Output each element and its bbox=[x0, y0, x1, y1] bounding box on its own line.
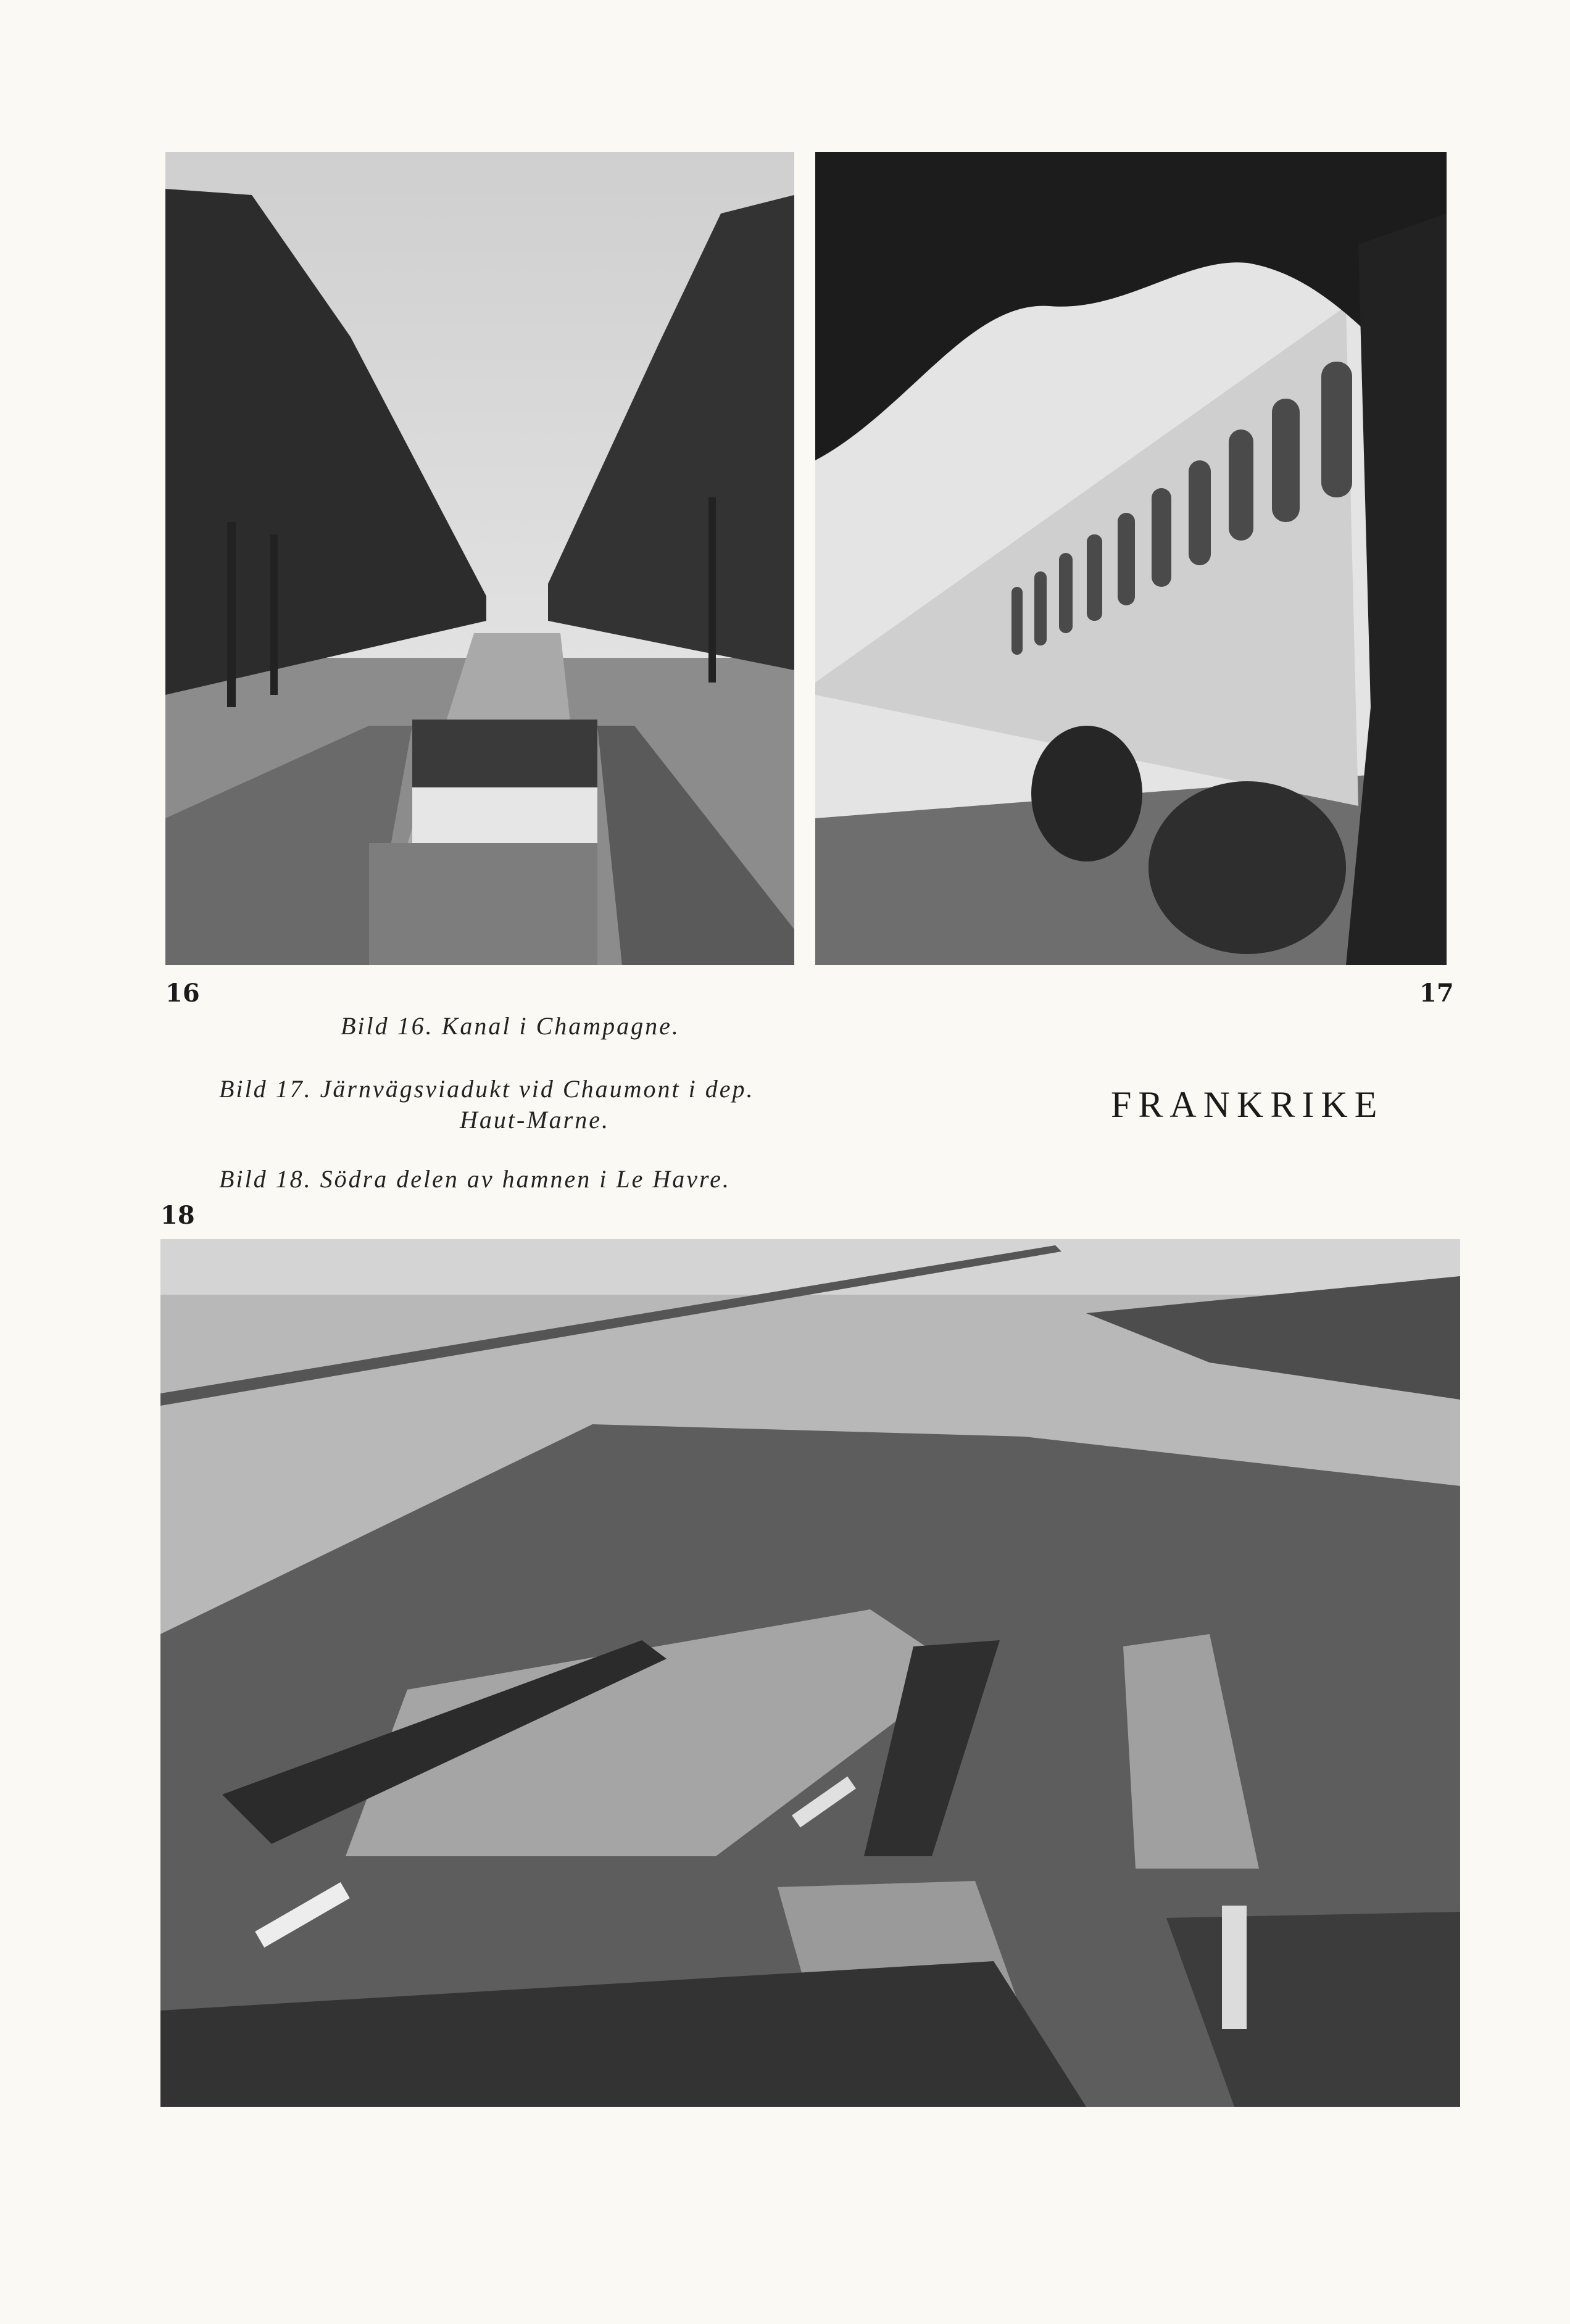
caption-label: Bild 18. bbox=[219, 1165, 312, 1193]
figure-number-18: 18 bbox=[160, 1201, 195, 1230]
photo-harbour-le-havre bbox=[160, 1239, 1460, 2107]
figure-number-17: 17 bbox=[1419, 979, 1454, 1008]
country-heading: FRANKRIKE bbox=[1111, 1084, 1384, 1125]
caption-text: Kanal i Champagne. bbox=[441, 1012, 680, 1040]
caption-label: Bild 17. bbox=[219, 1075, 312, 1103]
viaduct-photo-image bbox=[815, 152, 1447, 965]
caption-text: Järnvägsviadukt vid Chaumont i dep. bbox=[320, 1075, 755, 1103]
caption-figure-16 bbox=[341, 1011, 680, 1042]
caption-figure-18 bbox=[219, 1164, 731, 1195]
harbour-photo-image bbox=[160, 1239, 1460, 2107]
canal-photo-image bbox=[165, 152, 794, 965]
caption-text: Södra delen av hamnen i Le Havre. bbox=[320, 1165, 731, 1193]
caption-figure-17 bbox=[219, 1074, 910, 1135]
photo-canal-champagne bbox=[165, 152, 794, 965]
photo-viaduct-chaumont bbox=[815, 152, 1447, 965]
figure-number-16: 16 bbox=[165, 979, 200, 1008]
caption-text-line2: Haut-Marne. bbox=[460, 1106, 610, 1134]
caption-label: Bild 16. bbox=[341, 1012, 434, 1040]
